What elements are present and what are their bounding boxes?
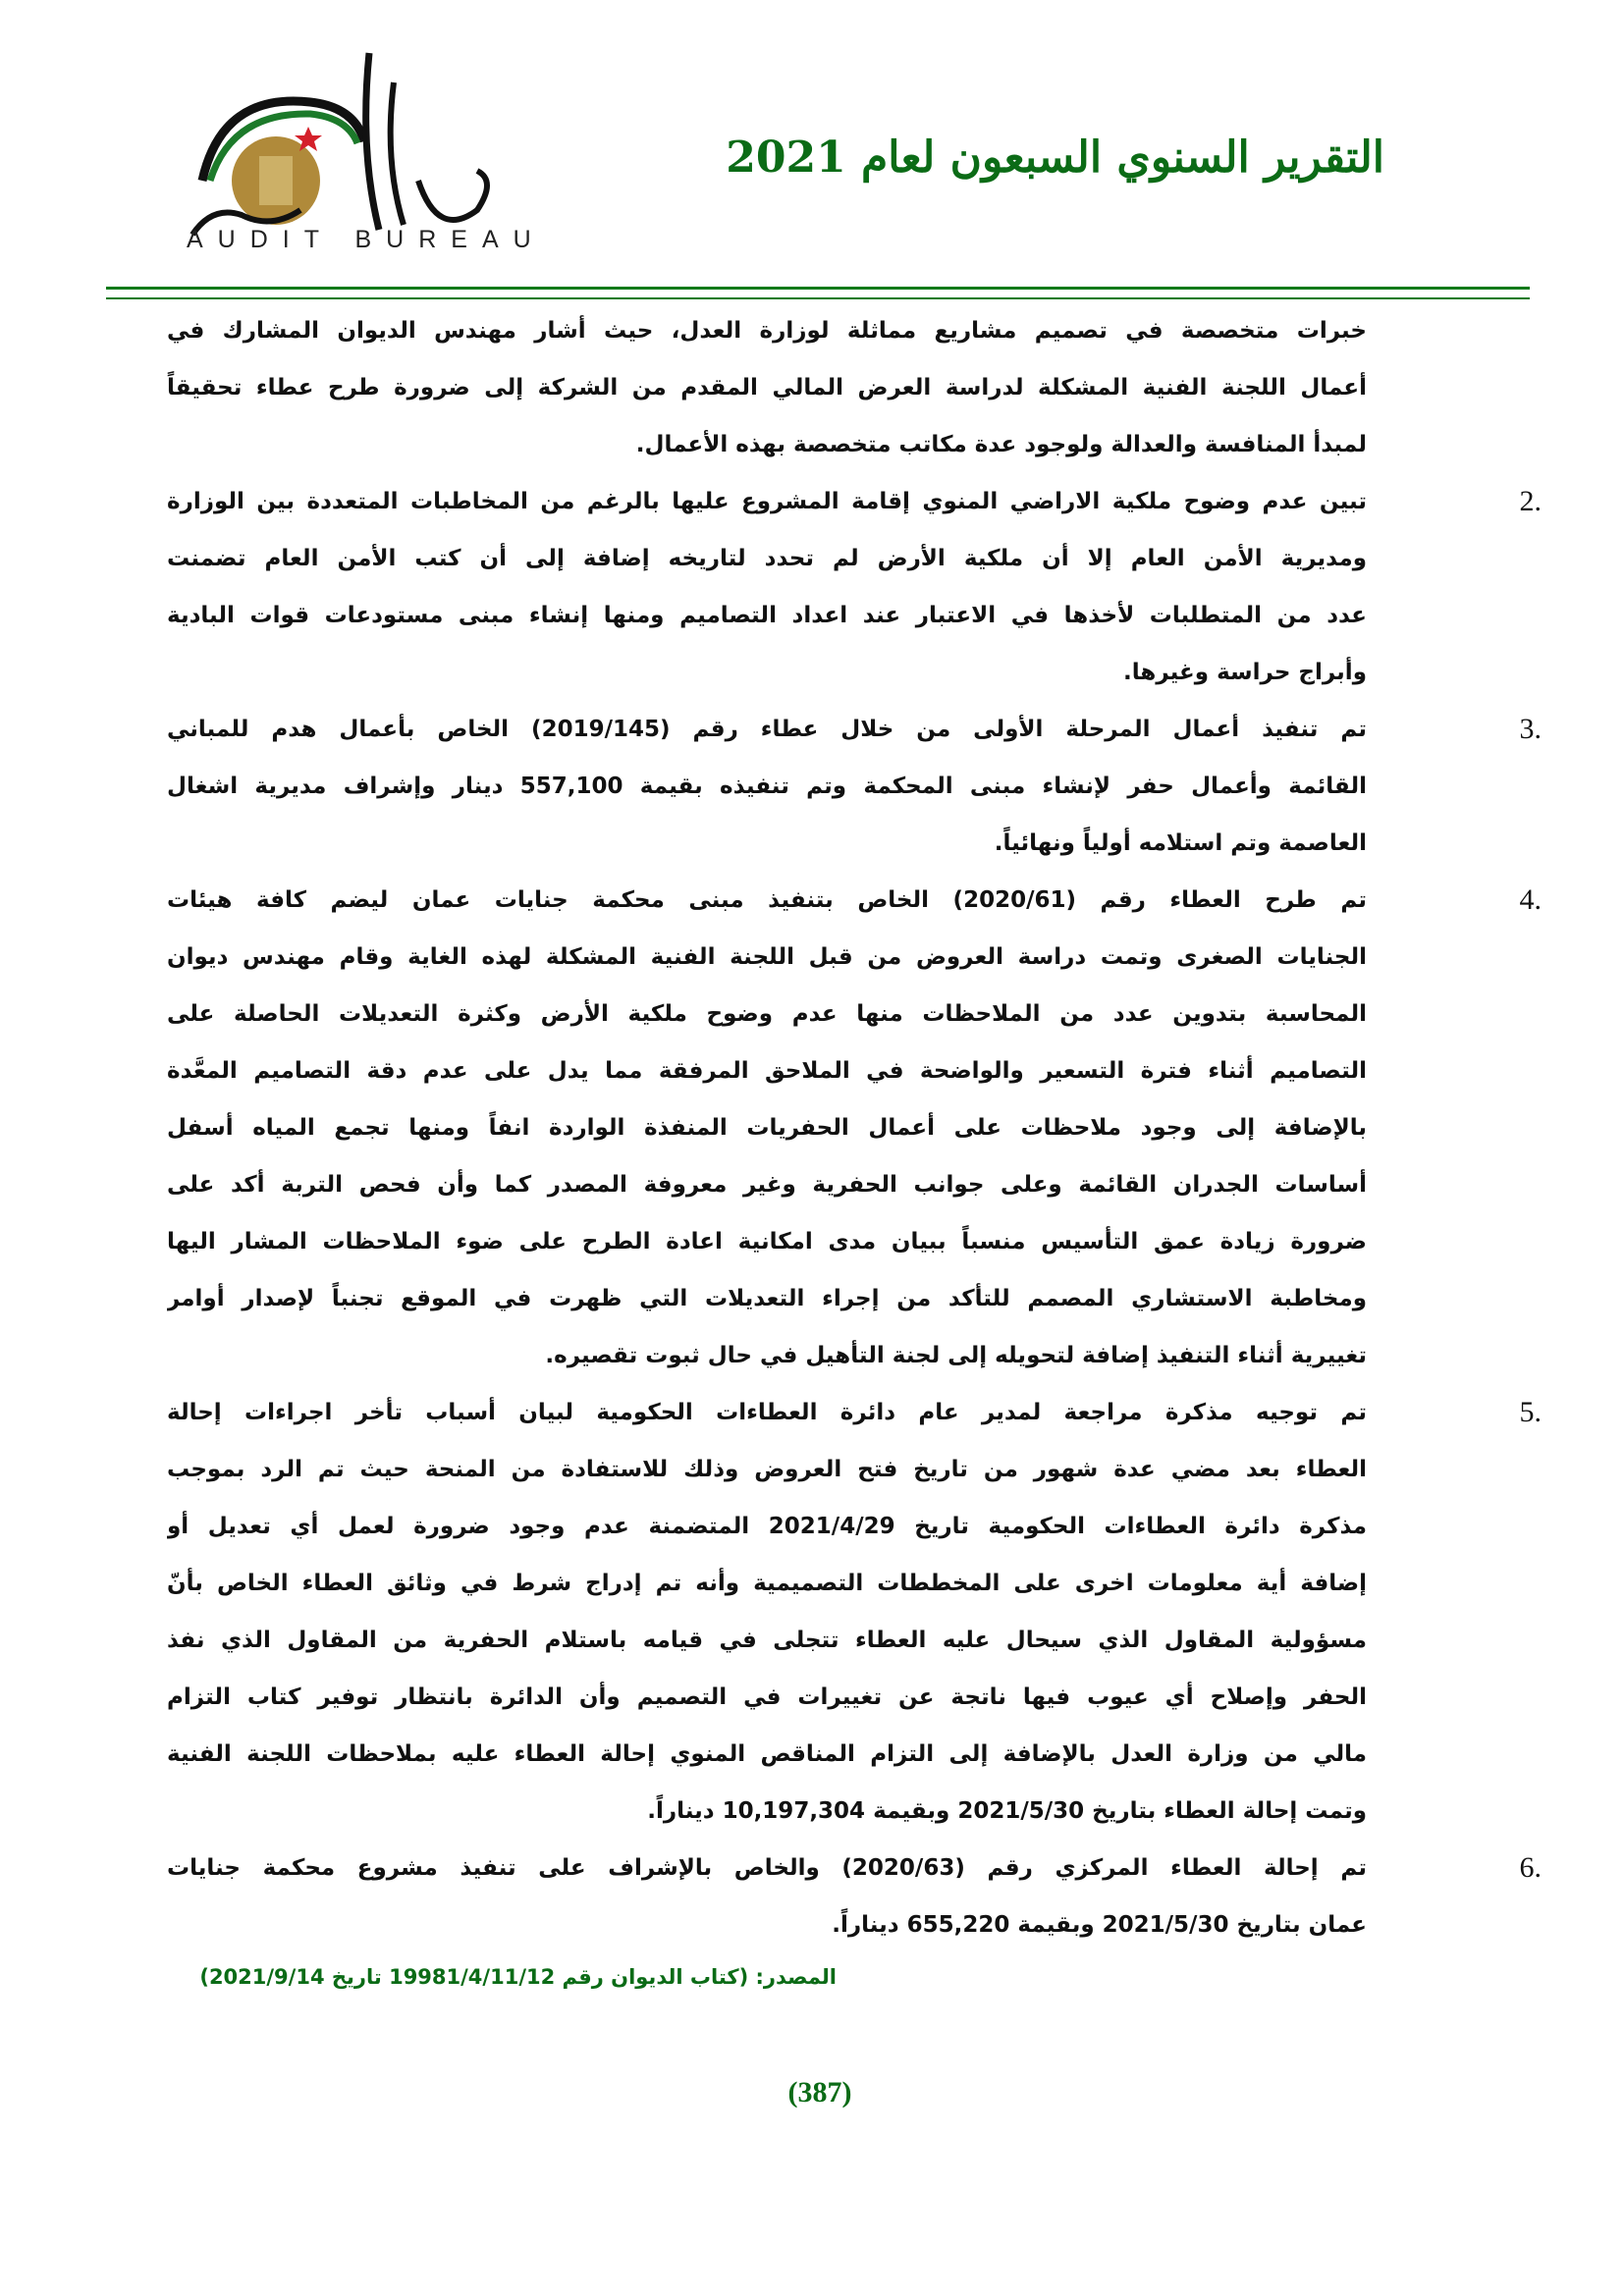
text-line: مسؤولية المقاول الذي سيحال عليه العطاء تتجلى في قيامه باستلام الحفرية من المقاول الذي نفذ [167, 1628, 1367, 1653]
text-line: بالإضافة إلى وجود ملاحظات على أعمال الحفريات المنفذة الواردة انفاً ومنها تجمع المياه أسفل [167, 1115, 1367, 1141]
list-item [167, 302, 1542, 473]
text-line: وتمت إحالة العطاء بتاريخ 2021/5/30 وبقيمة 10,197,304 ديناراً. [647, 1798, 1367, 1824]
source-note: المصدر: (كتاب الديوان رقم 19981/4/11/12 تاريخ 2021/9/14) [199, 1965, 837, 1989]
text-line: العاصمة وتم استلامه أولياً ونهائياً. [994, 830, 1367, 856]
text-line: خبرات متخصصة في تصميم مشاريع مماثلة لوزارة العدل، حيث أشار مهندس الديوان المشارك في [167, 318, 1367, 344]
page-number: (387) [787, 2076, 852, 2109]
document-body [167, 302, 1542, 1953]
text-line: مالي من وزارة العدل بالإضافة إلى التزام المناقص المنوي إحالة العطاء عليه بملاحظات اللجنة الفنية [167, 1741, 1367, 1767]
logo-text-en: AUDIT BUREAU [187, 226, 546, 253]
text-line: تبين عدم وضوح ملكية الاراضي المنوي إقامة المشروع عليها بالرغم من المخاطبات المتعددة بين الوزارة [167, 489, 1367, 514]
text-line: أعمال اللجنة الفنية المشكلة لدراسة العرض المالي المقدم من الشركة إلى ضرورة طرح عطاء تحقيقاً [167, 375, 1367, 400]
text-line: القائمة وأعمال حفر لإنشاء مبنى المحكمة وتم تنفيذه بقيمة 557,100 دينار وإشراف مديرية اشغال [167, 774, 1367, 799]
report-title: التقرير السنوي السبعون لعام 2021 [726, 133, 1384, 183]
list-item [167, 473, 1542, 701]
text-line: تم توجيه مذكرة مراجعة لمدير عام دائرة العطاءات الحكومية لبيان أسباب تأخر اجراءات إحالة [167, 1400, 1367, 1425]
text-line: عدد من المتطلبات لأخذها في الاعتبار عند اعداد التصاميم ومنها إنشاء مبنى مستودعات قوات البادية [167, 603, 1367, 628]
text-line: أساسات الجدران القائمة وعلى جوانب الحفرية وغير معروفة المصدر كما وأن فحص التربة أكد على [167, 1172, 1367, 1198]
text-line: ضرورة زيادة عمق التأسيس منسباً ببيان مدى امكانية اعادة الطرح على ضوء الملاحظات المشار اليها [167, 1229, 1367, 1255]
text-line: عمان بتاريخ 2021/5/30 وبقيمة 655,220 ديناراً. [832, 1912, 1367, 1938]
item-number: 2. [1519, 485, 1542, 517]
list-item [167, 701, 1542, 872]
text-line: الجنايات الصغرى وتمت دراسة العروض من قبل اللجنة الفنية المشكلة لهذه الغاية وقام مهندس ديوان [167, 944, 1367, 970]
item-number: 6. [1519, 1851, 1542, 1884]
list-item [167, 872, 1542, 1384]
item-number: 3. [1519, 713, 1542, 745]
text-line: المحاسبة بتدوين عدد من الملاحظات منها عدم وضوح ملكية الأرض وكثرة التعديلات الحاصلة على [167, 1001, 1367, 1027]
text-line: مذكرة دائرة العطاءات الحكومية تاريخ 2021/4/29 المتضمنة عدم وجود ضرورة لعمل أي تعديل أو [167, 1514, 1367, 1539]
text-line: الحفر وإصلاح أي عيوب فيها ناتجة عن تغييرات في التصميم وأن الدائرة بانتظار توفير كتاب التزام [167, 1684, 1367, 1710]
text-line: تم طرح العطاء رقم (2020/61) الخاص بتنفيذ مبنى محكمة جنايات عمان ليضم كافة هيئات [167, 887, 1367, 913]
text-line: إضافة أية معلومات اخرى على المخططات التصميمية وأنه تم إدراج شرط في وثائق العطاء الخاص بأنّ [167, 1571, 1367, 1596]
list-item [167, 1384, 1542, 1840]
item-number: 4. [1519, 883, 1542, 916]
text-line: التصاميم أثناء فترة التسعير والواضحة في الملاحق المرفقة مما يدل على عدم دقة التصاميم المعَّدة [167, 1058, 1367, 1084]
item-number: 5. [1519, 1396, 1542, 1428]
text-line: العطاء بعد مضي عدة شهور من تاريخ فتح العروض وذلك للاستفادة من المنحة حيث تم الرد بموجب [167, 1457, 1367, 1482]
text-line: وأبراج حراسة وغيرها. [1123, 660, 1367, 685]
text-line: ومديرية الأمن العام إلا أن ملكية الأرض لم تحدد لتاريخه إضافة إلى أن كتب الأمن العام تضمنت [167, 546, 1367, 571]
text-line: لمبدأ المنافسة والعدالة ولوجود عدة مكاتب متخصصة بهذه الأعمال. [635, 432, 1367, 457]
header-divider [106, 287, 1530, 299]
text-line: تغييرية أثناء التنفيذ إضافة لتحويله إلى لجنة التأهيل في حال ثبوت تقصيره. [545, 1343, 1367, 1368]
list-item [167, 1840, 1542, 1953]
text-line: تم إحالة العطاء المركزي رقم (2020/63) والخاص بالإشراف على تنفيذ مشروع محكمة جنايات [167, 1855, 1367, 1881]
text-line: تم تنفيذ أعمال المرحلة الأولى من خلال عطاء رقم (2019/145) الخاص بأعمال هدم للمباني [167, 717, 1367, 742]
text-line: ومخاطبة الاستشاري المصمم للتأكد من إجراء التعديلات التي ظهرت في الموقع تجنباً لإصدار أوامر [167, 1286, 1367, 1311]
